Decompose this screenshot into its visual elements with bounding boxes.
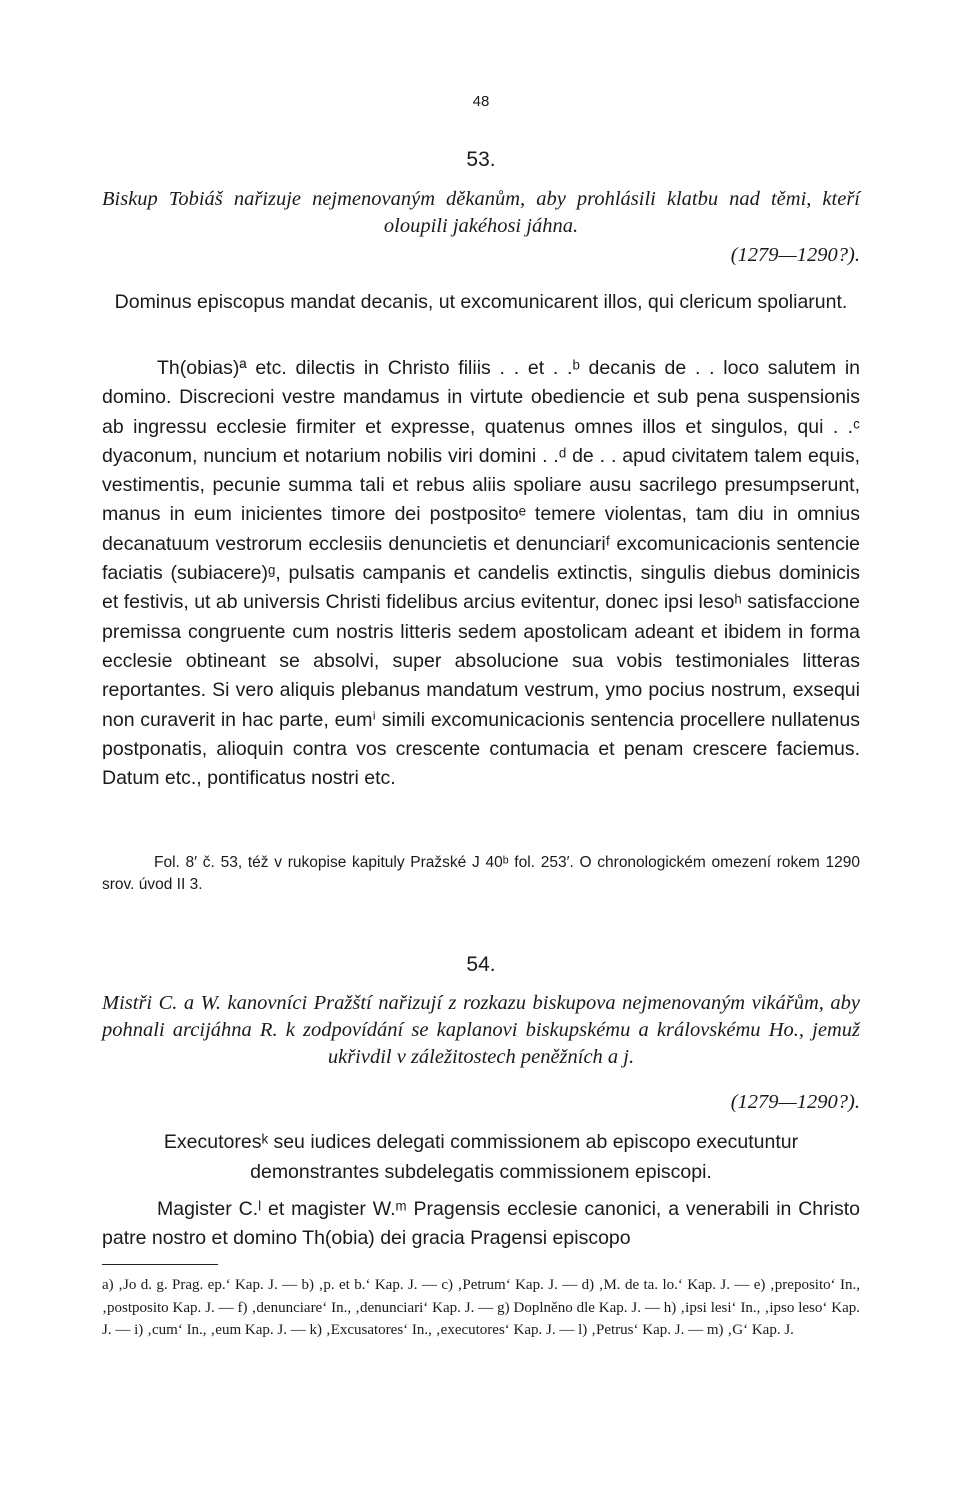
document-54-paragraph: Magister C.ˡ et magister W.ᵐ Pragensis ecclesie canonici, a venerabili in Christo patre nostro et domino Th(obia) dei gracia Pragensi episcopo (102, 1198, 860, 1250)
document-54-text (102, 1195, 860, 1254)
document-53-regest: Dominus episcopus mandat decanis, ut excomunicarent illos, qui clericum spoliarunt. (114, 291, 848, 313)
footnotes (102, 1274, 860, 1342)
document-54-regest: Executoresᵏ seu iudices delegati commissionem ab episcopo executuntur demonstrantes subdelegatis commissionem episcopi. (163, 1131, 799, 1183)
page-number: 48 (472, 93, 490, 110)
document-54-heading: Mistři C. a W. kanovníci Pražští nařizují z rozkazu biskupova nejmenovaným vikářům, aby pohnali arcijáhna R. k zodpovídání se kaplanovi biskupskému a královskému Ho., jemuž ukřivdil v záležitostech peněžních a j. (102, 992, 860, 1068)
footnotes-text: a) ‚Jo d. g. Prag. ep.‘ Kap. J. — b) ‚p. et b.‘ Kap. J. — c) ‚Petrum‘ Kap. J. — d) ‚M. de ta. lo.‘ Kap. J. — e) ‚preposito‘ In., ‚postposito Kap. J. — f) ‚denunciare‘ In., ‚denunciari‘ Kap. J. — g) Doplněno dle Kap. J. — h) ‚ipsi lesi‘ In., ‚ipso leso‘ Kap. J. — i) ‚cum‘ In., ‚eum Kap. J. — k) ‚Excusatores‘ In., ‚executores‘ Kap. J. — l) ‚Petrus‘ Kap. J. — m) ‚G‘ Kap. J. (102, 1277, 860, 1338)
footnote-divider (102, 1264, 218, 1265)
document-53-note-text: Fol. 8′ č. 53, též v rukopise kapituly Pražské J 40ᵇ fol. 253′. O chronologickém omezení rokem 1290 srov. úvod II 3. (102, 854, 860, 893)
document-54-date: (1279—1290?). (730, 1091, 860, 1113)
document-53-paragraph: Th(obias)ª etc. dilectis in Christo filiis . . et . .ᵇ decanis de . . loco salutem in domino. Discrecioni vestre mandamus in virtute obediencie et sub pena suspensionis ab ingressu ecclesie firmiter et expresse, quatenus omnes illos et singulos, qui . .ᶜ dyaconum, nuncium et notarium nobilis viri domini . .ᵈ de . . apud civitatem talem equis, vestimentis, pecunie summa tali et rebus aliis spoliare ausu sacrilego presumpserunt, manus in eum inicientes timore dei postpositoᵉ temere violentas, tam diu in omnius decanatuum vestrorum ecclesiis denuncietis et denunciariᶠ excomunicacionis sentencie faciatis (subiacere)ᵍ, pulsatis campanis et candelis extinctis, singulis diebus dominicis et festivis, ut ab universis Christi fidelibus arcius evitentur, donec ipsi lesoʰ satisfaccione premissa congruente cum nostris litteris sedem apostolicam adeant et ibidem in forma ecclesie obtineant se absolvi, super absolucione sua vobis testimoniales litteras reportantes. Si vero aliquis plebanus mandatum vestrum, ymo pocius nostrum, exsequi non curaverit in hac parte, eumⁱ simili excomunicacionis sentencia procellere nullatenus postponatis, alioquin contra vos crescente contumacia et penam crescere faciemus. Datum etc., pontificatus nostri etc. (102, 357, 860, 790)
document-53-date: (1279—1290?). (730, 244, 860, 266)
document-53-heading: Biskup Tobiáš nařizuje nejmenovaným děkanům, aby prohlásili klatbu nad těmi, kteří oloupili jakéhosi jáhna. (102, 188, 860, 237)
document-53-text (102, 354, 860, 793)
document-53-source-note (102, 852, 860, 896)
document-53-number: 53. (466, 148, 496, 171)
document-54-number: 54. (466, 953, 496, 976)
